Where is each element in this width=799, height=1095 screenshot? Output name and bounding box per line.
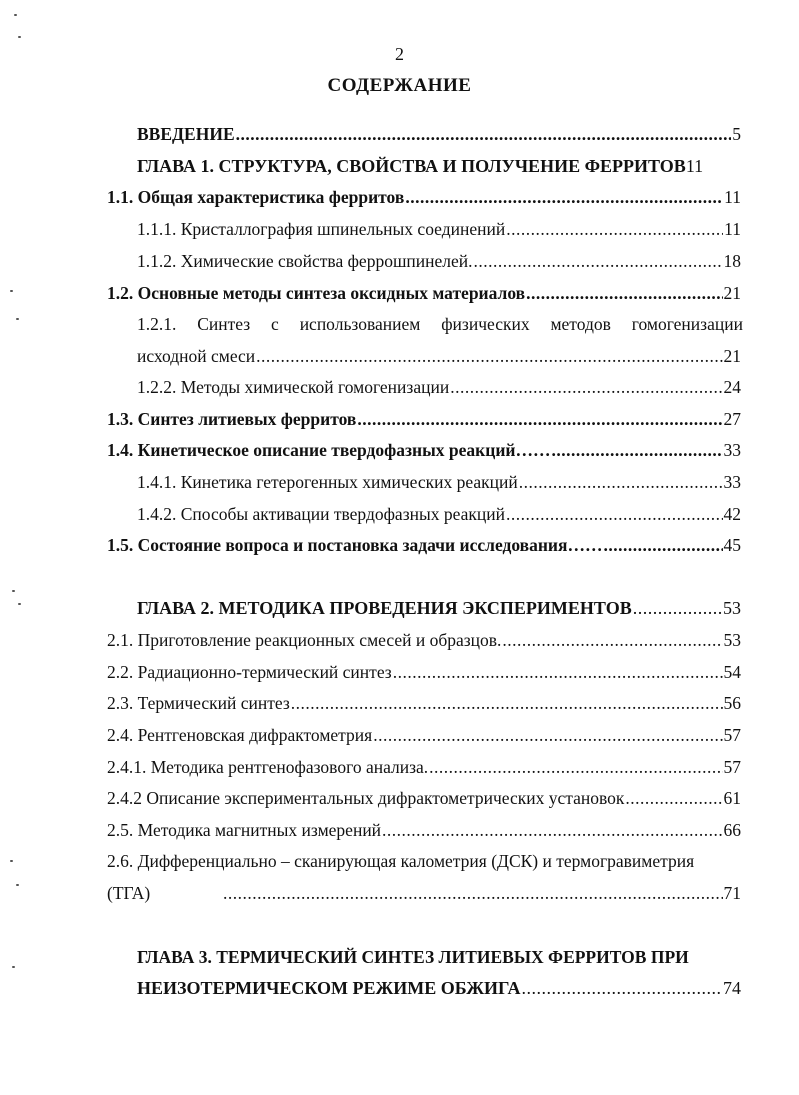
toc-page: 11	[685, 156, 704, 176]
toc-entry-1-2-1-cont[interactable]: исходной смеси ..... 21	[137, 345, 741, 367]
scan-speck	[14, 14, 17, 16]
toc-entry-2-4-2[interactable]: 2.4.2 Описание экспериментальных дифрактометрических установок ..... 61	[107, 787, 741, 809]
scan-speck	[12, 966, 15, 968]
toc-entry-2-2[interactable]: 2.2. Радиационно-термический синтез ..... 54	[107, 661, 741, 683]
toc-entry-2-3[interactable]: 2.3. Термический синтез ..... 56	[107, 692, 741, 714]
toc-label: ГЛАВА 2. МЕТОДИКА ПРОВЕДЕНИЯ ЭКСПЕРИМЕНТОВ	[137, 598, 632, 618]
toc-entry-2-5[interactable]: 2.5. Методика магнитных измерений ..... 66	[107, 819, 741, 841]
toc-entry-2-6-cont[interactable]: (ТГА) ..... 71	[107, 882, 741, 904]
toc-entry-1-2[interactable]: 1.2. Основные методы синтеза оксидных материалов ..... 21	[107, 282, 741, 304]
toc-entry-1-4-1[interactable]: 1.4.1. Кинетика гетерогенных химических реакций ..... 33	[137, 471, 741, 493]
scan-speck	[18, 603, 21, 605]
scan-speck	[18, 36, 21, 38]
scan-speck	[10, 860, 13, 862]
scan-speck	[16, 318, 19, 320]
toc-entry-1-5[interactable]: 1.5. Состояние вопроса и постановка задачи исследования…… ..... 45	[107, 534, 741, 556]
toc-entry-2-1[interactable]: 2.1. Приготовление реакционных смесей и образцов. ..... 53	[107, 629, 741, 651]
toc-entry-1-1-2[interactable]: 1.1.2. Химические свойства феррошпинелей. ..... 18	[137, 250, 741, 272]
toc-label: ГЛАВА 1. СТРУКТУРА, СВОЙСТВА И ПОЛУЧЕНИЕ ФЕРРИТОВ	[137, 156, 686, 176]
toc-label: ВВЕДЕНИЕ	[137, 124, 235, 144]
toc-entry-1-3[interactable]: 1.3. Синтез литиевых ферритов ..... 27	[107, 408, 741, 430]
scan-speck	[10, 290, 13, 292]
toc-entry-1-1-1[interactable]: 1.1.1. Кристаллография шпинельных соединений ..... 11	[137, 218, 741, 240]
toc-page: 5	[732, 124, 741, 144]
toc-entry-1-2-1[interactable]: 1.2.1. Синтез с использованием физических методов гомогенизации	[137, 314, 743, 334]
scan-speck	[16, 884, 19, 886]
toc-entry-2-6[interactable]: 2.6. Дифференциально – сканирующая калометрия (ДСК) и термогравиметрия	[107, 851, 695, 871]
toc-entry-chapter-3-cont[interactable]: НЕИЗОТЕРМИЧЕСКОМ РЕЖИМЕ ОБЖИГА ..... 74	[137, 977, 741, 999]
toc-entry-1-2-2[interactable]: 1.2.2. Методы химической гомогенизации ..... 24	[137, 376, 741, 398]
toc-entry-1-1[interactable]: 1.1. Общая характеристика ферритов ..... 11	[107, 186, 741, 208]
scan-speck	[12, 590, 15, 592]
toc-entry-chapter-1[interactable]	[137, 155, 741, 177]
page-number: 2	[395, 44, 404, 64]
toc-entry-1-4[interactable]: 1.4. Кинетическое описание твердофазных реакций…… ..... 33	[107, 439, 741, 461]
toc-entry-2-4[interactable]: 2.4. Рентгеновская дифрактометрия ..... 57	[107, 724, 741, 746]
page-title: СОДЕРЖАНИЕ	[327, 75, 472, 96]
toc-entry-chapter-3[interactable]: ГЛАВА 3. ТЕРМИЧЕСКИЙ СИНТЕЗ ЛИТИЕВЫХ ФЕРРИТОВ ПРИ	[137, 947, 689, 967]
toc-entry-2-4-1[interactable]: 2.4.1. Методика рентгенофазового анализа. ..... 57	[107, 756, 741, 778]
toc-entry-1-4-2[interactable]: 1.4.2. Способы активации твердофазных реакций ..... 42	[137, 503, 741, 525]
toc-entry-chapter-2[interactable]	[137, 597, 741, 619]
toc-entry-intro[interactable]	[137, 123, 741, 145]
toc-page: 53	[723, 598, 741, 618]
